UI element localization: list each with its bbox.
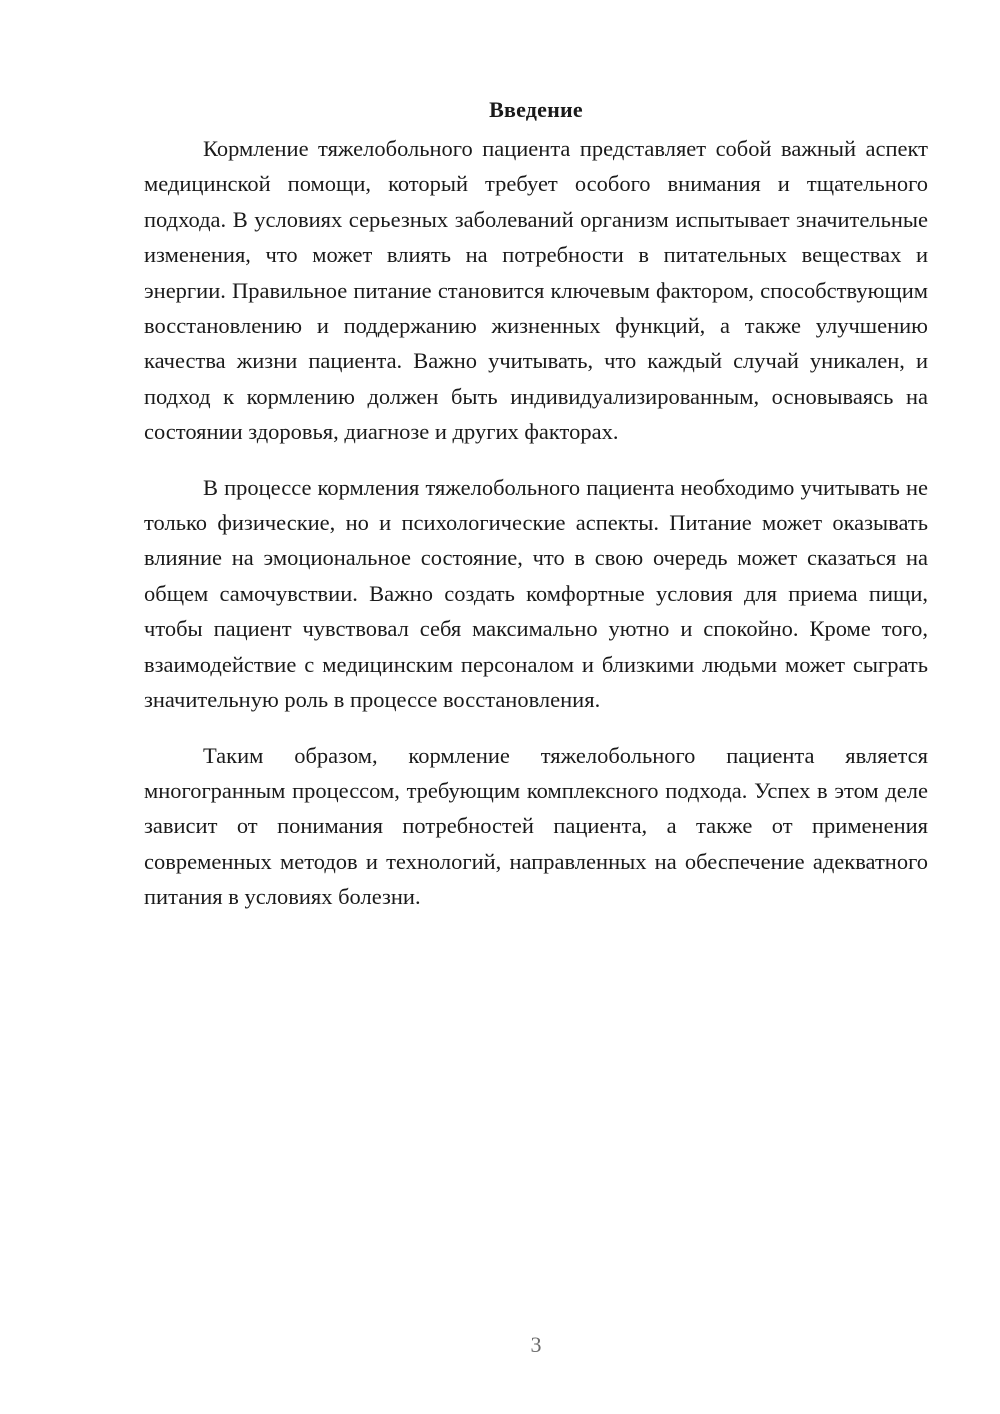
paragraph-3: Таким образом, кормление тяжелобольного пациента является многогранным процессом, требующим комплексного подхода. Успех в этом деле зависит от понимания потребностей пациента, а также от применения современных методов и технологий, направленных на обеспечение адекватного питания в условиях болезни.: [144, 742, 928, 910]
section-heading: Введение: [489, 97, 583, 122]
page-number: 3: [530, 1332, 542, 1357]
page-content: [144, 92, 928, 935]
paragraph-2: В процессе кормления тяжелобольного пациента необходимо учитывать не только физические, но и психологические аспекты. Питание может оказывать влияние на эмоциональное состояние, что в свою очередь может сказаться на общем самочувствии. Важно создать комфортные условия для приема пищи, чтобы пациент чувствовал себя максимально уютно и спокойно. Кроме того, взаимодействие с медицинским персоналом и близкими людьми может сыграть значительную роль в процессе восстановления.: [144, 474, 928, 713]
paragraph-1: Кормление тяжелобольного пациента представляет собой важный аспект медицинской помощи, который требует особого внимания и тщательного подхода. В условиях серьезных заболеваний организм испытывает значительные изменения, что может влиять на потребности в питательных веществах и энергии. Правильное питание становится ключевым фактором, способствующим восстановлению и поддержанию жизненных функций, а также улучшению качества жизни пациента. Важно учитывать, что каждый случай уникален, и подход к кормлению должен быть индивидуализированным, основываясь на состоянии здоровья, диагнозе и других факторах.: [144, 136, 928, 445]
